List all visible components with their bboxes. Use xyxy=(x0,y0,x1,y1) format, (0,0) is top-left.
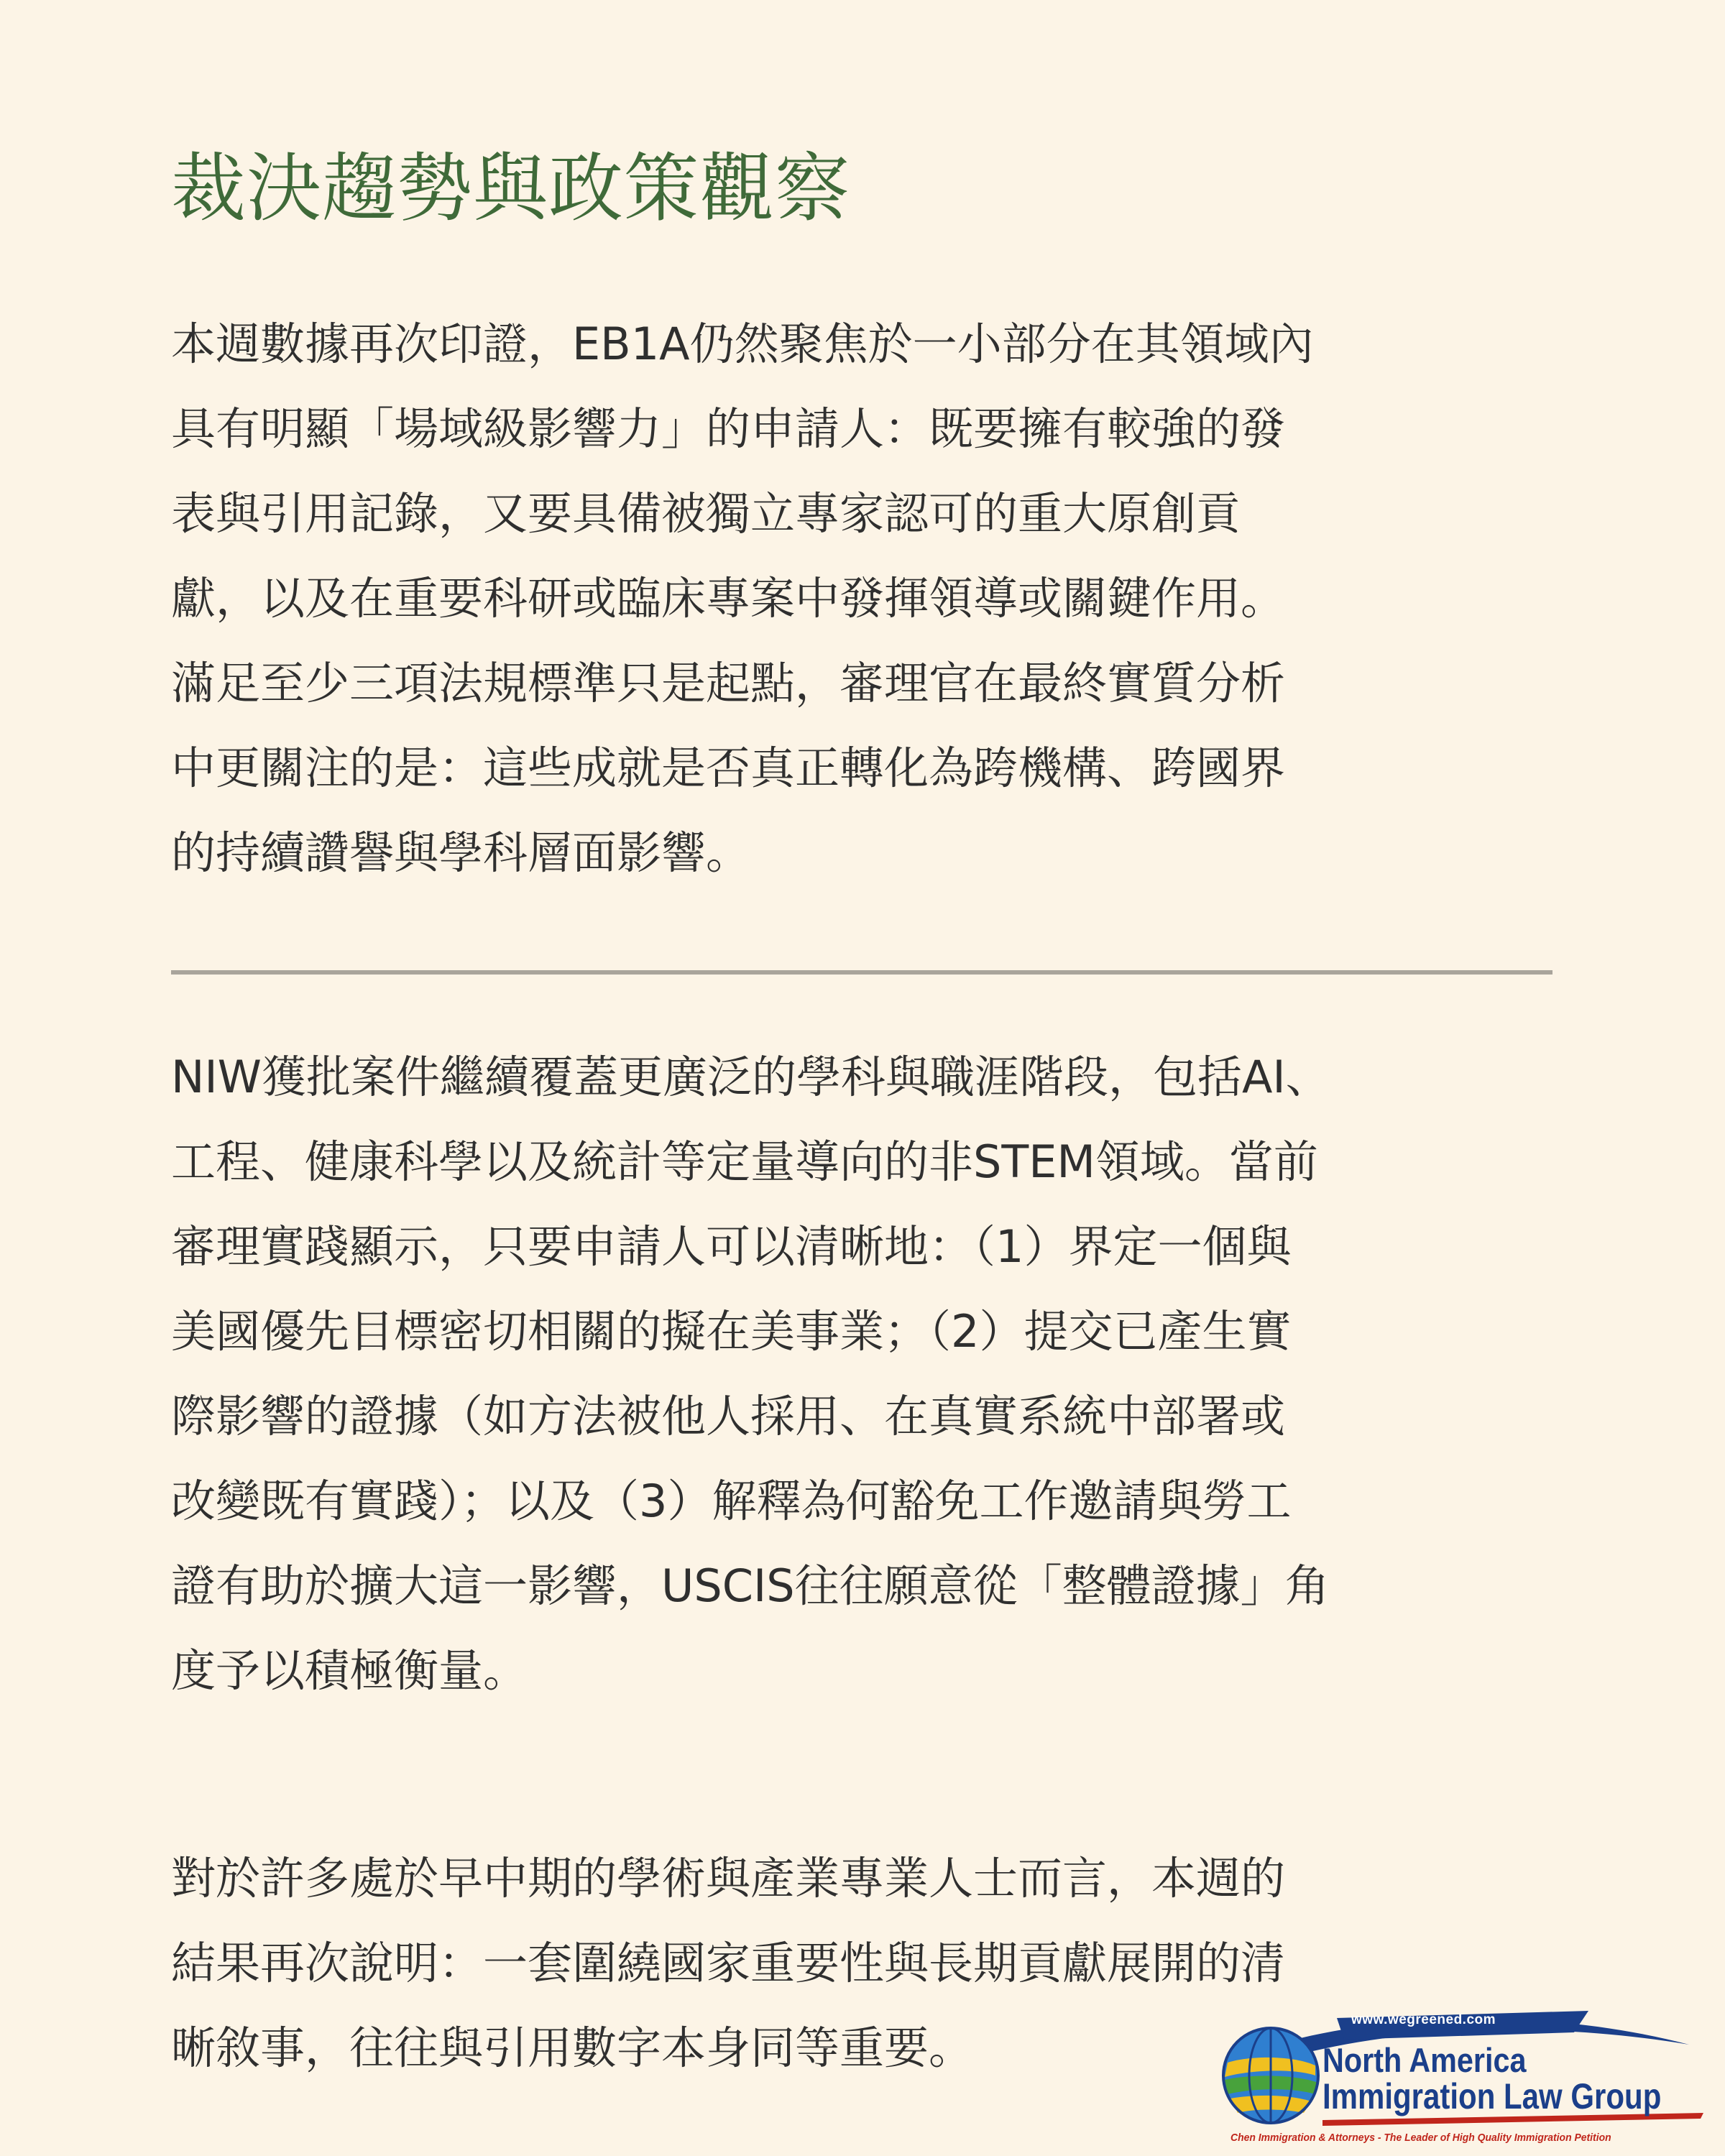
page-title: 裁決趨勢與政策觀察 xyxy=(171,144,851,232)
section-divider xyxy=(171,970,1552,975)
globe-icon xyxy=(1223,2028,1318,2123)
company-logo xyxy=(1215,2005,1711,2149)
paragraph-eb1a: 本週數據再次印證，EB1A仍然聚焦於一小部分在其領域內 具有明顯「場域級影響力」的申請人：既要擁有較強的發 表與引用記錄，又要具備被獨立專家認可的重大原創貢 獻，以及在重要科研或臨床專案中發揮領導或關鍵作用。 滿足至少三項法規標準只是起點，審理官在最終實質分析 中更關注的是：這些成就是否真正轉化為跨機構、跨國界 的持續讚譽與學科層面影響。 xyxy=(171,318,1314,879)
logo-name-line1: North America xyxy=(1322,2041,1527,2079)
logo-tagline: Chen Immigration & Attorneys - The Leader of High Quality Immigration Petition xyxy=(1230,2132,1611,2144)
logo-url: www.wegreened.com xyxy=(1351,2012,1496,2027)
paragraph-summary: 對於許多處於早中期的學術與產業專業人士而言，本週的 結果再次說明：一套圍繞國家重要性與長期貢獻展開的清 晰敘事，往往與引用數字本身同等重要。 xyxy=(171,1852,1286,2074)
paragraph-niw: NIW獲批案件繼續覆蓋更廣泛的學科與職涯階段，包括AI、 工程、健康科學以及統計等定量導向的非STEM領域。當前 審理實踐顯示，只要申請人可以清晰地：（1）界定一個與 美國優先目標密切相關的擬在美事業；（2）提交已產生實 際影響的證據（如方法被他人採用、在真實系統中部署或 改變既有實踐）；以及（3）解釋為何豁免工作邀請與勞工 證有助於擴大這一影響，USCIS往往願意從「整體證據」角 度予以積極衡量。 xyxy=(171,1051,1330,1697)
logo-name-line2: Immigration Law Group xyxy=(1322,2076,1662,2116)
